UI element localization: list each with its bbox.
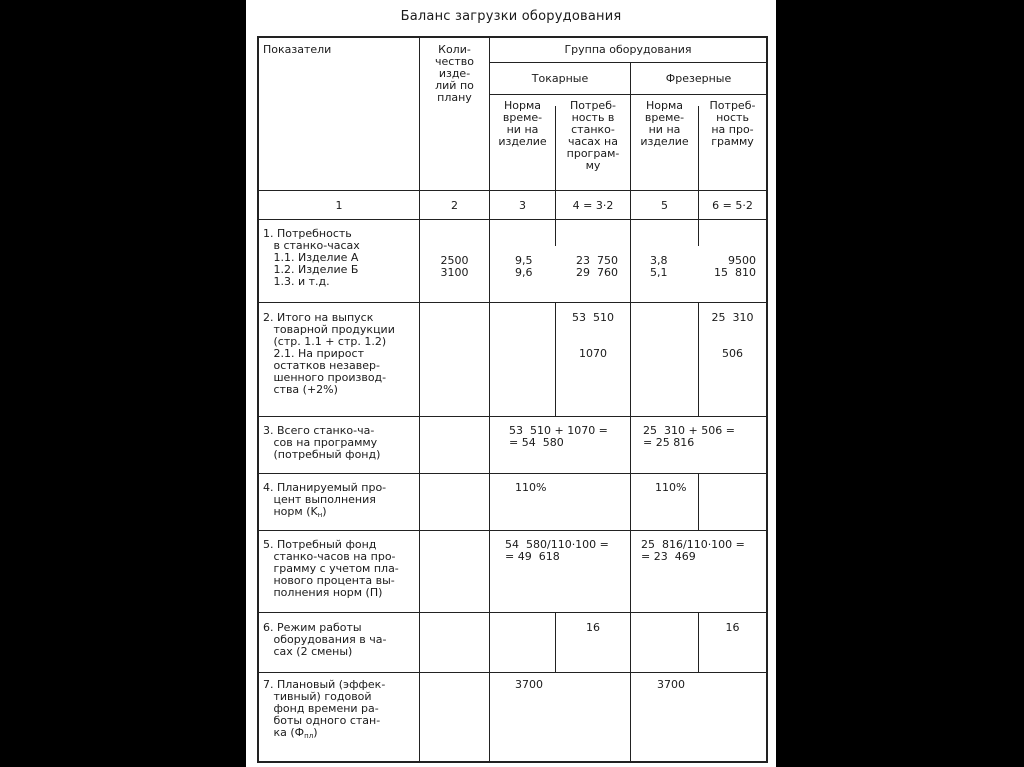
row4-label-text: 4. Планируемый про- цент выполнения норм (K bbox=[263, 481, 387, 518]
header-milling: Фрезерные bbox=[665, 72, 732, 85]
row7-label-text: 7. Плановый (эффек- тивный) годовой фонд времени ра- боты одного стан- ка (Ф bbox=[263, 678, 386, 739]
row4-label-subscript: н bbox=[317, 511, 323, 519]
header-milling-need: Потреб- ность на про- грамму bbox=[709, 99, 756, 148]
row7-label-end: ) bbox=[313, 726, 318, 739]
row4-milling-percent: 110% bbox=[655, 481, 687, 494]
row-line-3 bbox=[257, 473, 768, 474]
row1-quantity: 2500 3100 bbox=[440, 254, 469, 279]
row7-label-subscript: пл bbox=[304, 732, 314, 740]
header-milling-norm-time: Норма време- ни на изделие bbox=[640, 99, 689, 148]
header-turning-norm-time: Норма време- ни на изделие bbox=[498, 99, 547, 148]
row-line-numbers bbox=[257, 219, 768, 220]
row3-turning-total: 53 510 + 1070 = = 54 580 bbox=[509, 424, 608, 449]
equipment-load-table bbox=[257, 36, 768, 763]
header-turning-need: Потреб- ность в станко- часах на програм- му bbox=[566, 99, 620, 172]
row7-milling-fund: 3700 bbox=[657, 678, 685, 691]
row3-milling-total: 25 310 + 506 = = 25 816 bbox=[643, 424, 735, 449]
header-turning: Токарные bbox=[531, 72, 589, 85]
row5-label: 5. Потребный фонд станко-часов на про- грамму с учетом пла- нового процента вы- полнения норм (П) bbox=[263, 538, 399, 599]
col-line-5e bbox=[698, 612, 699, 672]
col-line-5d bbox=[698, 473, 699, 530]
row4-label bbox=[263, 482, 386, 521]
row-line-1 bbox=[257, 302, 768, 303]
row-line-group bbox=[489, 62, 767, 63]
row1-turning-norm: 9,5 9,6 bbox=[515, 254, 533, 279]
table-border-top bbox=[257, 36, 768, 38]
row1-milling-need: 9500 15 810 bbox=[714, 254, 756, 279]
header-quantity: Коли- чество изде- лий по плану bbox=[435, 43, 474, 104]
row2-milling-need: 25 310 506 bbox=[711, 311, 754, 360]
colnum-4: 4 = 3·2 bbox=[572, 199, 614, 212]
colnum-5: 5 bbox=[661, 199, 668, 212]
row4-turning-percent: 110% bbox=[515, 481, 547, 494]
row5-turning-fund: 54 580/110·100 = = 49 618 bbox=[505, 538, 609, 563]
row-line-header bbox=[257, 190, 768, 191]
row5-milling-fund: 25 816/110·100 = = 23 469 bbox=[641, 538, 745, 563]
col-line-1 bbox=[419, 36, 420, 763]
table-border-right bbox=[766, 36, 768, 763]
row6-milling-hours: 16 bbox=[725, 621, 740, 634]
col-line-4 bbox=[630, 63, 631, 763]
row-line-4 bbox=[257, 530, 768, 531]
row2-label: 2. Итого на выпуск товарной продукции (стр. 1.1 + стр. 1.2) 2.1. На прирост остатков незавер- шенного производ- ства (+2%) bbox=[263, 311, 395, 396]
row7-turning-fund: 3700 bbox=[515, 678, 543, 691]
row7-label bbox=[263, 679, 385, 742]
row-line-5 bbox=[257, 612, 768, 613]
document-page bbox=[246, 0, 776, 767]
colnum-1: 1 bbox=[335, 199, 343, 212]
row-line-subgroup bbox=[489, 94, 767, 95]
col-line-3d bbox=[555, 612, 556, 672]
table-border-left bbox=[257, 36, 259, 763]
header-indicators: Показатели bbox=[263, 43, 332, 56]
row2-turning-need: 53 510 1070 bbox=[572, 311, 614, 360]
table-border-bottom bbox=[257, 761, 768, 763]
colnum-3: 3 bbox=[519, 199, 526, 212]
row1-turning-need: 23 750 29 760 bbox=[576, 254, 618, 279]
row3-label: 3. Всего станко-ча- сов на программу (потребный фонд) bbox=[263, 424, 381, 461]
row6-turning-hours: 16 bbox=[586, 621, 600, 634]
colnum-6: 6 = 5·2 bbox=[712, 199, 753, 212]
row1-label: 1. Потребность в станко-часах 1.1. Изделие А 1.2. Изделие Б 1.3. и т.д. bbox=[263, 227, 360, 288]
header-equipment-group: Группа оборудования bbox=[564, 43, 692, 56]
table-title: Баланс загрузки оборудования bbox=[400, 9, 622, 24]
row6-label: 6. Режим работы оборудования в ча- сах (2 смены) bbox=[263, 621, 387, 658]
row-line-2 bbox=[257, 416, 768, 417]
row4-label-end: ) bbox=[322, 505, 327, 518]
row1-milling-norm: 3,8 5,1 bbox=[650, 254, 668, 279]
colnum-2: 2 bbox=[451, 199, 458, 212]
row-line-6 bbox=[257, 672, 768, 673]
